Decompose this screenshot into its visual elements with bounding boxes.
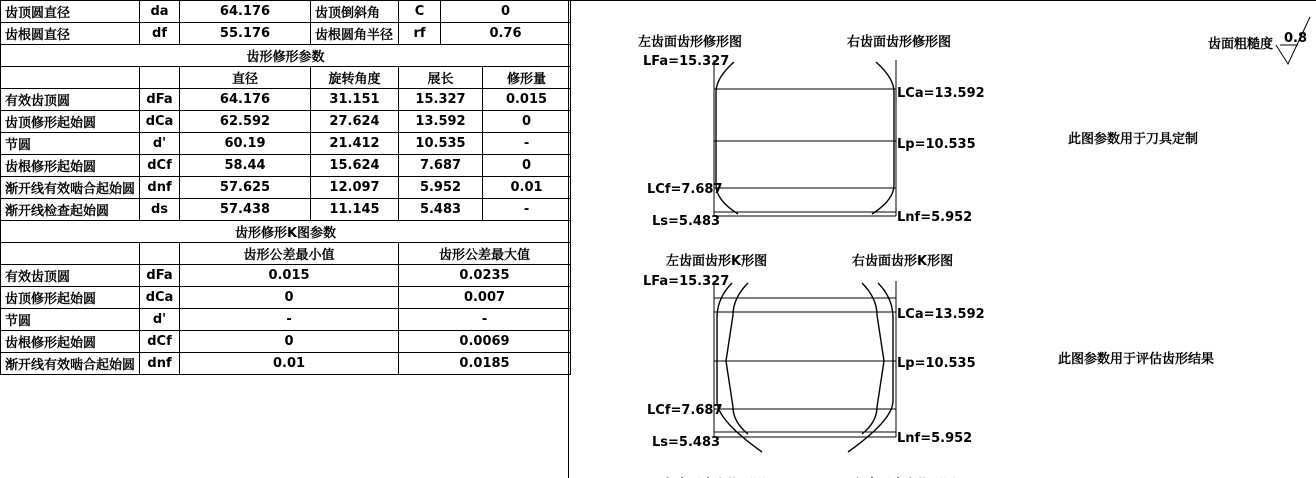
lcf-label: LCf=7.687 (647, 403, 723, 418)
param-label: 齿顶倒斜角 (311, 1, 399, 23)
table-row (1, 331, 571, 353)
row-symbol: dnf (140, 353, 180, 375)
row-length: 7.687 (399, 155, 483, 177)
left-flank-title: 左齿面齿形K形图 (666, 254, 768, 269)
row-name: 节圆 (1, 309, 140, 331)
right-flank-title: 右齿面齿形K形图 (852, 254, 954, 269)
row-angle: 27.624 (311, 111, 399, 133)
column-header: 旋转角度 (311, 67, 399, 89)
row-name: 渐开线有效啮合起始圆 (1, 353, 140, 375)
row-name: 齿顶修形起始圆 (1, 111, 140, 133)
ls-label: Ls=5.483 (652, 214, 721, 229)
column-header: 展长 (399, 67, 483, 89)
row-symbol: d' (140, 133, 180, 155)
lca-label: LCa=13.592 (897, 86, 985, 101)
row-amount: - (483, 133, 571, 155)
table-row (1, 287, 571, 309)
row-symbol: dnf (140, 177, 180, 199)
k-max-band-left (717, 283, 762, 452)
row-name: 渐开线有效啮合起始圆 (1, 177, 140, 199)
row-symbol: dCa (140, 287, 180, 309)
row-diameter: 58.44 (180, 155, 311, 177)
section-title: 齿形修形K图参数 (1, 221, 571, 243)
row-length: 13.592 (399, 111, 483, 133)
header-row (1, 243, 571, 265)
table-row (1, 199, 571, 221)
profile-drawings (569, 0, 1316, 478)
row-name: 齿根修形起始圆 (1, 155, 140, 177)
table-row (1, 353, 571, 375)
row-symbol: dCf (140, 331, 180, 353)
header-row (1, 67, 571, 89)
param-symbol: df (140, 23, 180, 45)
lnf-label: Lnf=5.952 (897, 210, 973, 225)
row-amount: 0.015 (483, 89, 571, 111)
table-row (1, 309, 571, 331)
row-diameter: 60.19 (180, 133, 311, 155)
blank-cell (140, 67, 180, 89)
row-name: 有效齿顶圆 (1, 265, 140, 287)
blank-cell (1, 243, 140, 265)
blank-cell (140, 243, 180, 265)
roughness-label: 齿面粗糙度 (1208, 37, 1274, 52)
k-min-band-left (726, 283, 748, 434)
param-symbol: da (140, 1, 180, 23)
row-symbol: dFa (140, 265, 180, 287)
top-row (1, 23, 571, 45)
row-min: 0 (180, 331, 399, 353)
table-row (1, 111, 571, 133)
lca-label: LCa=13.592 (897, 307, 985, 322)
row-amount: 0 (483, 155, 571, 177)
table-row (1, 265, 571, 287)
left-flank-title: 左齿面齿形修形图 (638, 35, 743, 50)
k-max-band-right (848, 283, 893, 452)
lp-label: Lp=10.535 (897, 137, 976, 152)
row-angle: 15.624 (311, 155, 399, 177)
row-max: 0.007 (399, 287, 571, 309)
row-angle: 31.151 (311, 89, 399, 111)
lfa-label: LFa=15.327 (643, 54, 730, 69)
row-length: 15.327 (399, 89, 483, 111)
row-angle: 21.412 (311, 133, 399, 155)
row-amount: 0 (483, 111, 571, 133)
row-diameter: 57.625 (180, 177, 311, 199)
row-diameter: 64.176 (180, 89, 311, 111)
row-max: - (399, 309, 571, 331)
lp-label: Lp=10.535 (897, 356, 976, 371)
row-amount: 0.01 (483, 177, 571, 199)
row-name: 节圆 (1, 133, 140, 155)
top-row (1, 1, 571, 23)
lfa-label: LFa=15.327 (643, 274, 730, 289)
section-title-row (1, 221, 571, 243)
lnf-label: Lnf=5.952 (897, 431, 973, 446)
row-name: 渐开线检查起始圆 (1, 199, 140, 221)
table-row (1, 177, 571, 199)
k-chart-note: 此图参数用于评估齿形结果 (1058, 352, 1215, 367)
param-value: 64.176 (180, 1, 311, 23)
row-symbol: d' (140, 309, 180, 331)
section-title: 齿形修形参数 (1, 45, 571, 67)
ls-label: Ls=5.483 (652, 435, 721, 450)
row-max: 0.0235 (399, 265, 571, 287)
row-min: 0.015 (180, 265, 399, 287)
row-symbol: dFa (140, 89, 180, 111)
column-header: 齿形公差最大值 (399, 243, 571, 265)
param-label: 齿顶圆直径 (1, 1, 140, 23)
k-min-band-right (862, 283, 884, 434)
tool-note: 此图参数用于刀具定制 (1068, 132, 1199, 147)
row-diameter: 57.438 (180, 199, 311, 221)
roughness-value: 0.8 (1284, 31, 1308, 46)
row-length: 5.483 (399, 199, 483, 221)
row-amount: - (483, 199, 571, 221)
profile-k-chart-diagram (643, 253, 1214, 452)
row-min: 0 (180, 287, 399, 309)
table-row (1, 89, 571, 111)
surface-roughness-symbol (1208, 17, 1310, 64)
row-symbol: ds (140, 199, 180, 221)
table-row (1, 155, 571, 177)
row-diameter: 62.592 (180, 111, 311, 133)
row-name: 有效齿顶圆 (1, 89, 140, 111)
right-flank-title: 右齿面齿形修形图 (847, 35, 952, 50)
row-length: 5.952 (399, 177, 483, 199)
param-label: 齿根圆直径 (1, 23, 140, 45)
row-max: 0.0185 (399, 353, 571, 375)
section-title-row (1, 45, 571, 67)
row-length: 10.535 (399, 133, 483, 155)
param-value: 0.76 (441, 23, 571, 45)
lcf-label: LCf=7.687 (647, 182, 723, 197)
row-symbol: dCa (140, 111, 180, 133)
column-header: 修形量 (483, 67, 571, 89)
param-value: 55.176 (180, 23, 311, 45)
param-label: 齿根圆角半径 (311, 23, 399, 45)
param-symbol: C (399, 1, 441, 23)
param-value: 0 (441, 1, 571, 23)
row-name: 齿根修形起始圆 (1, 331, 140, 353)
right-flank-profile (872, 62, 894, 214)
column-header: 齿形公差最小值 (180, 243, 399, 265)
column-header: 直径 (180, 67, 311, 89)
row-angle: 11.145 (311, 199, 399, 221)
blank-cell (1, 67, 140, 89)
param-symbol: rf (399, 23, 441, 45)
row-max: 0.0069 (399, 331, 571, 353)
row-symbol: dCf (140, 155, 180, 177)
row-name: 齿顶修形起始圆 (1, 287, 140, 309)
table-row (1, 133, 571, 155)
parameter-table (0, 0, 571, 375)
row-min: - (180, 309, 399, 331)
profile-modification-diagram (638, 34, 1198, 229)
row-min: 0.01 (180, 353, 399, 375)
row-angle: 12.097 (311, 177, 399, 199)
